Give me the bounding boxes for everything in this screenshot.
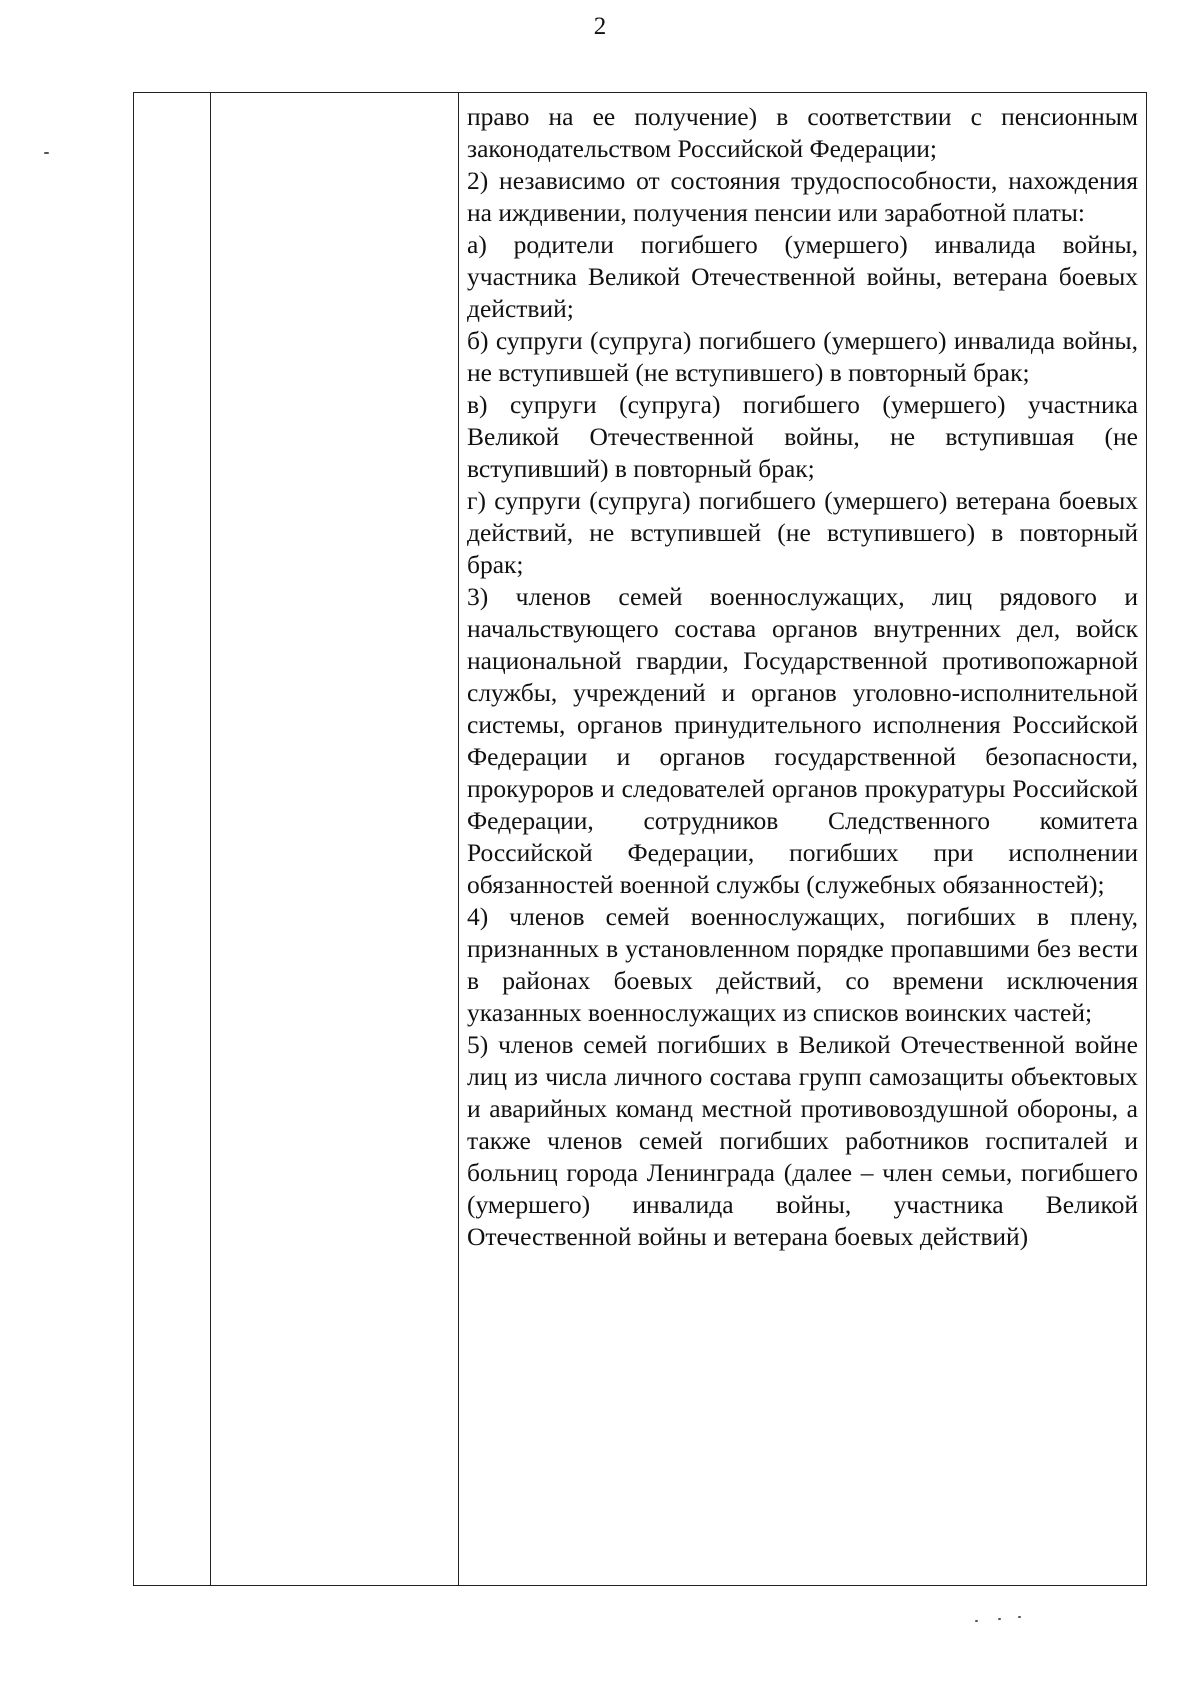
scan-speck bbox=[998, 1618, 1001, 1620]
paragraph: 4) членов семей военнослужащих, погибших в плену, признанных в установленном порядке пропавшими без вести в районах боевых действий, со времени исключения указанных военнослужащих из списков воинских частей; bbox=[467, 902, 1138, 1027]
document-table bbox=[133, 92, 1147, 1586]
scan-speck bbox=[975, 1620, 978, 1622]
paragraph: 5) членов семей погибших в Великой Отечественной войне лиц из числа личного состава групп самозащиты объектовых и аварийных команд местной противовоздушной обороны, а также членов семей погибших работников госпиталей и больниц города Ленинграда (далее – член семьи, погибшего (умершего) инвалида войны, участника Великой Отечественной войны и ветерана боевых действий) bbox=[467, 1030, 1138, 1251]
paragraph: б) супруги (супруга) погибшего (умершего) инвалида войны, не вступившей (не вступившего) в повторный брак; bbox=[467, 326, 1138, 387]
paragraph: 2) независимо от состояния трудоспособности, нахождения на иждивении, получения пенсии или заработной платы: bbox=[467, 166, 1138, 227]
paragraph: в) супруги (супруга) погибшего (умершего) участника Великой Отечественной войны, не вступившая (не вступивший) в повторный брак; bbox=[467, 390, 1138, 483]
scan-speck bbox=[44, 152, 49, 154]
table-cell-description bbox=[459, 93, 1147, 1586]
description-text bbox=[459, 93, 1146, 1253]
table-row bbox=[134, 93, 1147, 1586]
table-cell-category bbox=[211, 93, 459, 1586]
paragraph: право на ее получение) в соответствии с пенсионным законодательством Российской Федерации; bbox=[467, 102, 1138, 163]
paragraph: а) родители погибшего (умершего) инвалида войны, участника Великой Отечественной войны, ветерана боевых действий; bbox=[467, 230, 1138, 323]
paragraph: 3) членов семей военнослужащих, лиц рядового и начальствующего состава органов внутренних дел, войск национальной гвардии, Государственной противопожарной службы, учреждений и органов уголовно-исполнительной системы, органов принудительного исполнения Российской Федерации и органов государственной безопасности, прокуроров и следователей органов прокуратуры Российской Федерации, сотрудников Следственного комитета Российской Федерации, погибших при исполнении обязанностей военной службы (служебных обязанностей); bbox=[467, 582, 1138, 899]
page-number: 2 bbox=[593, 13, 607, 40]
table-cell-number bbox=[134, 93, 211, 1586]
scan-speck bbox=[1018, 1616, 1021, 1618]
paragraph: г) супруги (супруга) погибшего (умершего) ветерана боевых действий, не вступившей (не вступившего) в повторный брак; bbox=[467, 486, 1138, 579]
